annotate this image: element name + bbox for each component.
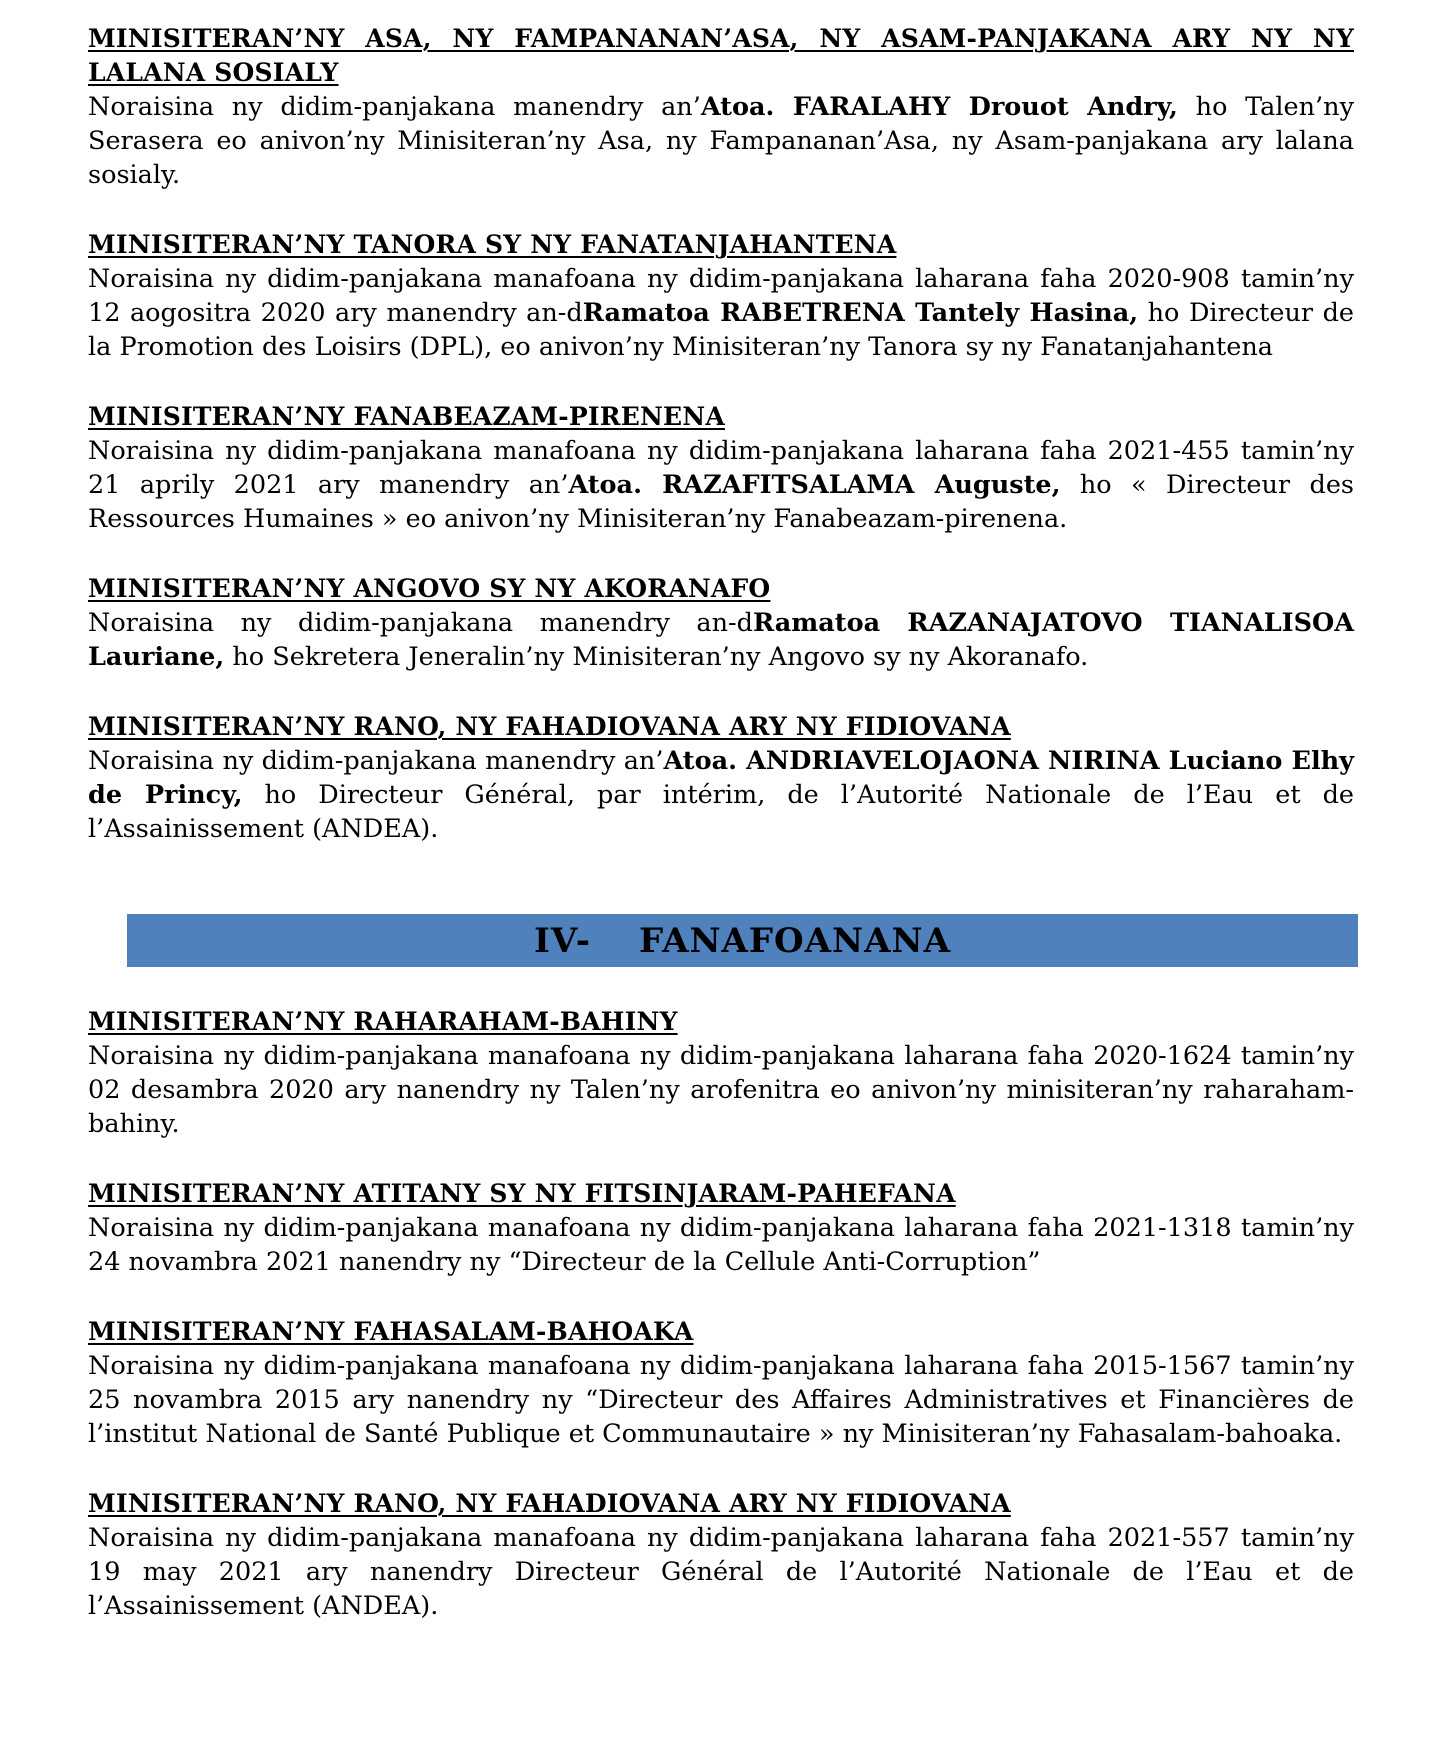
section-paragraph: Noraisina ny didim-panjakana manafoana ny didim-panjakana laharana faha 2021-557 tamin’ny 19 may 2021 ary nanendry Directeur Général de l’Autorité Nationale de l’Eau et de l’Assainissement (ANDEA).: [88, 1523, 1354, 1621]
document-page: [88, 22, 1354, 1623]
section-heading: MINISITERAN’NY ANGOVO SY NY AKORANAFO: [88, 574, 771, 603]
section-paragraph: Noraisina ny didim-panjakana manafoana ny didim-panjakana laharana faha 2021-1318 tamin’ny 24 novambra 2021 nanendry ny “Directeur de la Cellule Anti-Corruption”: [88, 1213, 1354, 1277]
section-paragraph: Noraisina ny didim-panjakana manafoana ny didim-panjakana laharana faha 2020-1624 tamin’ny 02 desambra 2020 ary nanendry ny Talen’ny arofenitra eo anivon’ny minisiteran’ny raharaham-bahiny.: [88, 1041, 1354, 1139]
appointee-name: Ramatoa RAZANAJATOVO TIANALISOA Lauriane,: [88, 608, 1354, 672]
section-rano: [88, 710, 1354, 846]
section-fanabeazana: [88, 400, 1354, 536]
appointee-name: Ramatoa RABETRENA Tantely Hasina,: [582, 298, 1139, 328]
section-fahasalamana: [88, 1315, 1354, 1451]
section-heading: MINISITERAN’NY TANORA SY NY FANATANJAHANTENA: [88, 230, 897, 259]
section-heading: MINISITERAN’NY RANO, NY FAHADIOVANA ARY NY FIDIOVANA: [88, 712, 1011, 741]
section-raharaham-bahiny: [88, 1005, 1354, 1141]
banner-label: FANAFOANANA: [638, 920, 951, 961]
section-paragraph: Noraisina ny didim-panjakana manafoana ny didim-panjakana laharana faha 2015-1567 tamin’ny 25 novambra 2015 ary nanendry ny “Directeur des Affaires Administratives et Financières de l’institut National de Santé Publique et Communautaire » ny Minisiteran’ny Fahasalam-bahoaka.: [88, 1351, 1354, 1449]
section-rano-revocation: [88, 1487, 1354, 1623]
paragraph-text: Noraisina ny didim-panjakana manafoana ny didim-panjakana laharana faha 2021-455 tamin’ny 21 aprily 2021 ary manendry an’: [88, 436, 1354, 500]
section-heading: MINISITERAN’NY FANABEAZAM-PIRENENA: [88, 402, 725, 431]
section-atitany: [88, 1177, 1354, 1279]
paragraph-text: ho « Directeur des Ressources Humaines » eo anivon’ny Minisiteran’ny Fanabeazam-pirenena.: [88, 470, 1354, 534]
paragraph-text: ho Sekretera Jeneralin’ny Minisiteran’ny Angovo sy ny Akoranafo.: [224, 642, 1089, 672]
banner-title: [534, 921, 951, 961]
section-heading: MINISITERAN’NY FAHASALAM-BAHOAKA: [88, 1317, 694, 1346]
paragraph-text: Noraisina ny didim-panjakana manendry an’: [88, 92, 701, 122]
section-angovo: [88, 572, 1354, 674]
paragraph-text: ho Directeur Général, par intérim, de l’Autorité Nationale de l’Eau et de l’Assainissement (ANDEA).: [88, 780, 1354, 844]
paragraph-text: ho Directeur de la Promotion des Loisirs (DPL), eo anivon’ny Minisiteran’ny Tanora sy ny Fanatanjahantena: [88, 298, 1354, 362]
appointee-name: Atoa. RAZAFITSALAMA Auguste,: [568, 470, 1061, 500]
section-paragraph: [88, 744, 1354, 846]
appointee-name: Atoa. ANDRIAVELOJAONA NIRINA Luciano Elhy de Princy,: [88, 746, 1354, 810]
banner-number: IV-: [534, 920, 591, 961]
appointee-name: Atoa. FARALAHY Drouot Andry,: [700, 92, 1178, 122]
section-paragraph: [88, 262, 1354, 364]
section-banner: [127, 914, 1358, 967]
section-heading: MINISITERAN’NY RANO, NY FAHADIOVANA ARY NY FIDIOVANA: [88, 1489, 1011, 1518]
section-paragraph: [88, 90, 1354, 192]
paragraph-text: ho Talen’ny Serasera eo anivon’ny Minisiteran’ny Asa, ny Fampananan’Asa, ny Asam-panjakana ary lalana sosialy.: [88, 92, 1354, 190]
section-heading: MINISITERAN’NY RAHARAHAM-BAHINY: [88, 1007, 678, 1036]
section-asa: [88, 22, 1354, 192]
section-paragraph: [88, 434, 1354, 536]
section-tanora: [88, 228, 1354, 364]
paragraph-text: Noraisina ny didim-panjakana manendry an-d: [88, 608, 753, 638]
paragraph-text: Noraisina ny didim-panjakana manendry an’: [88, 746, 664, 776]
paragraph-text: Noraisina ny didim-panjakana manafoana ny didim-panjakana laharana faha 2020-908 tamin’ny 12 aogositra 2020 ary manendry an-d: [88, 264, 1354, 328]
section-heading: MINISITERAN’NY ATITANY SY NY FITSINJARAM-PAHEFANA: [88, 1179, 956, 1208]
section-paragraph: [88, 606, 1354, 674]
section-heading: MINISITERAN’NY ASA, NY FAMPANANAN’ASA, NY ASAM-PANJAKANA ARY NY NY LALANA SOSIALY: [88, 24, 1354, 87]
